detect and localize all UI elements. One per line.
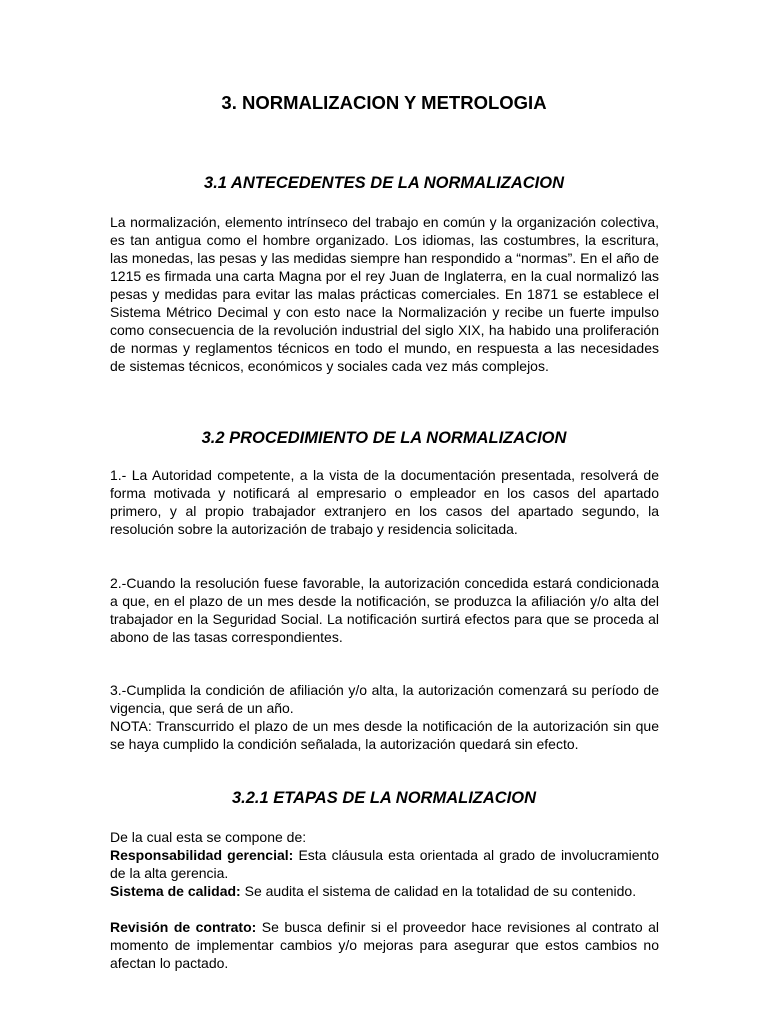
- paragraph-intro: De la cual esta se compone de:: [110, 829, 307, 845]
- list-item-sistema-calidad: [110, 882, 659, 900]
- term-label: Sistema de calidad:: [110, 883, 241, 899]
- paragraph-procedimiento-3: 3.-Cumplida la condición de afiliación y/o alta, la autorización comenzará su período de vigencia, que será de un año.: [110, 682, 659, 716]
- paragraph-procedimiento-1: 1.- La Autoridad competente, a la vista de la documentación presentada, resolverá de forma motivada y notificará al empresario o empleador en los casos del apartado primero, y al propio trabajador extranjero en los casos del apartado segundo, la resolución sobre la autorización de trabajo y residencia solicitada.: [110, 467, 659, 537]
- term-label: Revisión de contrato:: [110, 919, 257, 935]
- paragraph-antecedentes: La normalización, elemento intrínseco del trabajo en común y la organización colectiva, es tan antigua como el hombre organizado. Los idiomas, las costumbres, la escritura, las monedas, las pesas y las medidas siempre han respondido a “normas”. En el año de 1215 es firmada una carta Magna por el rey Juan de Inglaterra, en la cual normalizó las pesas y medidas para evitar las malas prácticas comerciales. En 1871 se establece el Sistema Métrico Decimal y con esto nace la Normalización y recibe un fuerte impulso como consecuencia de la revolución industrial del siglo XIX, ha habido una proliferación de normas y reglamentos técnicos en todo el mundo, en respuesta a las necesidades de sistemas técnicos, económicos y sociales cada vez más complejos.: [110, 214, 659, 374]
- term-description: Se audita el sistema de calidad en la totalidad de su contenido.: [240, 883, 637, 899]
- paragraph-nota: NOTA: Transcurrido el plazo de un mes desde la notificación de la autorización sin que se haya cumplido la condición señalada, la autorización quedará sin efecto.: [110, 718, 659, 752]
- document-title: 3. NORMALIZACION Y METROLOGIA: [221, 92, 547, 113]
- heading-3-1: 3.1 ANTECEDENTES DE LA NORMALIZACION: [204, 174, 564, 192]
- heading-3-2-1: 3.2.1 ETAPAS DE LA NORMALIZACION: [231, 789, 537, 807]
- list-item-responsabilidad: [110, 846, 659, 882]
- term-label: Responsabilidad gerencial:: [110, 847, 294, 863]
- term-description: Esta cláusula esta orientada al grado de involucramiento de la alta gerencia.: [110, 847, 659, 881]
- list-item-revision-contrato: [110, 918, 659, 972]
- heading-3-2: 3.2 PROCEDIMIENTO DE LA NORMALIZACION: [201, 429, 567, 447]
- paragraph-procedimiento-2: 2.-Cuando la resolución fuese favorable, la autorización concedida estará condicionada a que, en el plazo de un mes desde la notificación, se produzca la afiliación y/o alta del trabajador en la Seguridad Social. La notificación surtirá efectos para que se proceda al abono de las tasas correspondientes.: [110, 575, 659, 645]
- term-description: Se busca definir si el proveedor hace revisiones al contrato al momento de implementar cambios y/o mejoras para asegurar que estos cambios no afectan lo pactado.: [110, 919, 659, 971]
